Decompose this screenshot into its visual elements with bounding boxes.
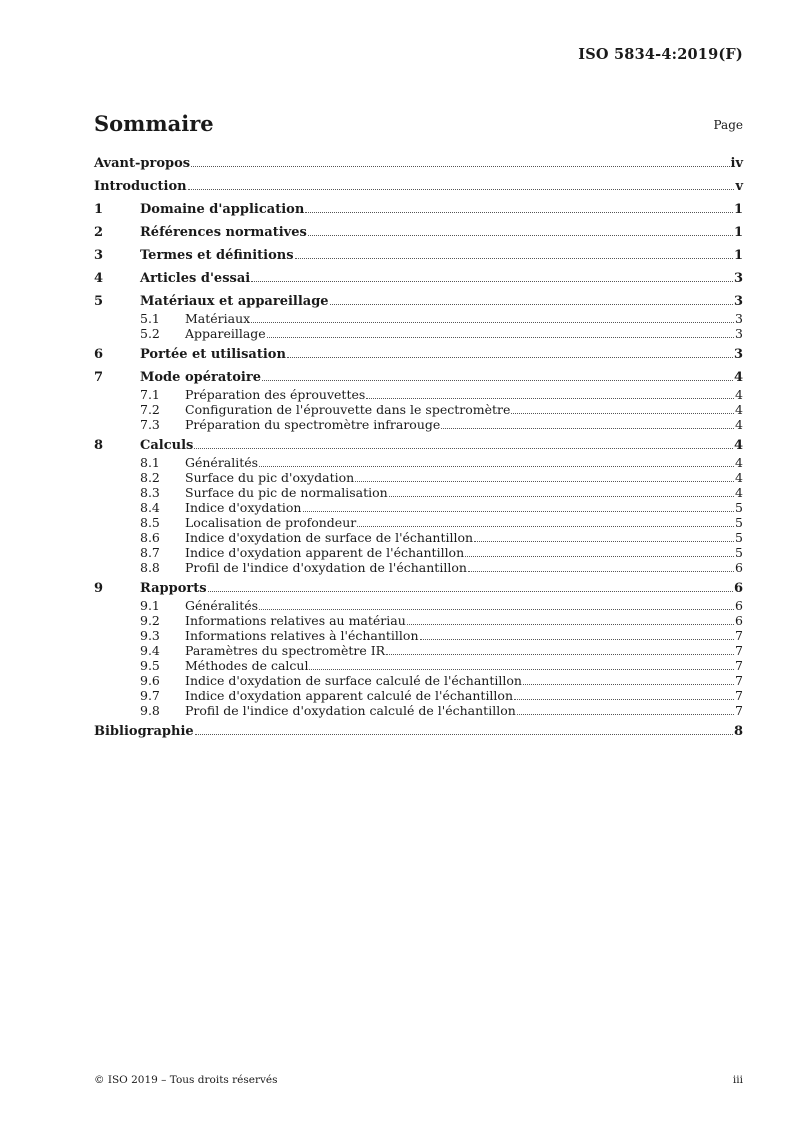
toc-entry-page: 1 <box>733 225 743 240</box>
page-column-label: Page <box>713 118 743 132</box>
toc-entry[interactable] <box>94 201 743 219</box>
toc-entry[interactable] <box>94 155 743 173</box>
dot-leader <box>295 258 733 259</box>
dot-leader <box>386 654 734 655</box>
toc-entry-title: Indice d'oxydation apparent calculé de l'échantillon <box>185 688 514 703</box>
toc-subentry[interactable] <box>94 530 743 545</box>
toc-entry-page: 4 <box>735 417 743 432</box>
toc-entry-title: Localisation de profondeur <box>185 515 357 530</box>
toc-entry-number: 9.2 <box>140 613 160 628</box>
toc-subentry[interactable] <box>94 402 743 417</box>
toc-subentry[interactable] <box>94 515 743 530</box>
toc-entry-page: 8 <box>733 724 743 739</box>
toc-entry-page: 3 <box>735 311 743 326</box>
toc-entry-page: 7 <box>735 643 743 658</box>
toc-entry-page: 3 <box>735 326 743 341</box>
toc-entry-page: 7 <box>735 703 743 718</box>
toc-entry-number: 5.1 <box>140 311 160 326</box>
toc-subentry[interactable] <box>94 545 743 560</box>
toc-entry-title: Paramètres du spectromètre IR <box>185 643 386 658</box>
dot-leader <box>309 669 734 670</box>
dot-leader <box>208 591 733 592</box>
toc-entry-page: 1 <box>733 202 743 217</box>
toc-entry-number: 8.4 <box>140 500 160 515</box>
dot-leader <box>259 466 734 467</box>
toc-entry-title: Surface du pic de normalisation <box>185 485 388 500</box>
toc-entry-title: Mode opératoire <box>140 370 261 385</box>
toc-subentry[interactable] <box>94 673 743 688</box>
dot-leader <box>303 511 735 512</box>
toc-entry-number: 5.2 <box>140 326 160 341</box>
toc-subentry[interactable] <box>94 688 743 703</box>
toc-entry-number: 7.3 <box>140 417 160 432</box>
table-of-contents <box>94 155 743 741</box>
toc-entry-page: 5 <box>735 545 743 560</box>
toc-entry-page: v <box>735 179 743 194</box>
toc-entry-number: 7 <box>94 370 104 385</box>
toc-entry-title: Informations relatives au matériau <box>185 613 406 628</box>
toc-entry[interactable] <box>94 437 743 455</box>
toc-entry-page: iv <box>730 156 743 171</box>
toc-entry-page: 6 <box>735 613 743 628</box>
dot-leader <box>407 624 734 625</box>
dot-leader <box>191 166 729 167</box>
toc-entry[interactable] <box>94 224 743 242</box>
toc-subentry[interactable] <box>94 703 743 718</box>
toc-subentry[interactable] <box>94 470 743 485</box>
toc-entry-page: 3 <box>733 271 743 286</box>
dot-leader <box>465 556 734 557</box>
toc-entry-page: 4 <box>735 470 743 485</box>
toc-entry[interactable] <box>94 369 743 387</box>
toc-entry-number: 9 <box>94 581 104 596</box>
dot-leader <box>251 322 734 323</box>
toc-subentry[interactable] <box>94 643 743 658</box>
footer-copyright: © ISO 2019 – Tous droits réservés <box>94 1074 278 1086</box>
toc-entry-title: Indice d'oxydation <box>185 500 302 515</box>
toc-entry-number: 9.1 <box>140 598 160 613</box>
toc-entry-number: 6 <box>94 347 104 362</box>
dot-leader <box>517 714 734 715</box>
toc-entry-page: 4 <box>733 370 743 385</box>
toc-entry-page: 7 <box>735 673 743 688</box>
toc-entry[interactable] <box>94 580 743 598</box>
toc-entry-title: Rapports <box>140 581 207 596</box>
toc-entry-page: 7 <box>735 628 743 643</box>
toc-entry-number: 8.5 <box>140 515 160 530</box>
dot-leader <box>366 398 734 399</box>
toc-entry-title: Configuration de l'éprouvette dans le spectromètre <box>185 402 511 417</box>
toc-entry[interactable] <box>94 270 743 288</box>
toc-entry-number: 8.6 <box>140 530 160 545</box>
toc-entry-number: 3 <box>94 248 104 263</box>
toc-subentry[interactable] <box>94 500 743 515</box>
toc-entry-title: Portée et utilisation <box>140 347 286 362</box>
toc-entry-title: Avant-propos <box>94 156 191 171</box>
toc-entry-number: 8.1 <box>140 455 160 470</box>
dot-leader <box>305 212 733 213</box>
dot-leader <box>389 496 734 497</box>
toc-entry-page: 3 <box>733 294 743 309</box>
toc-entry-title: Domaine d'application <box>140 202 305 217</box>
dot-leader <box>330 304 733 305</box>
toc-entry-page: 5 <box>735 515 743 530</box>
toc-subentry[interactable] <box>94 417 743 432</box>
dot-leader <box>188 189 735 190</box>
toc-entry-number: 9.7 <box>140 688 160 703</box>
toc-entry-number: 7.2 <box>140 402 160 417</box>
toc-entry-number: 8.7 <box>140 545 160 560</box>
toc-entry-title: Appareillage <box>185 326 266 341</box>
toc-entry[interactable] <box>94 346 743 364</box>
toc-entry-number: 7.1 <box>140 387 160 402</box>
dot-leader <box>523 684 734 685</box>
toc-entry-number: 9.8 <box>140 703 160 718</box>
toc-entry-title: Indice d'oxydation apparent de l'échantillon <box>185 545 465 560</box>
toc-entry-number: 9.6 <box>140 673 160 688</box>
toc-entry-page: 6 <box>735 598 743 613</box>
dot-leader <box>259 609 734 610</box>
toc-entry-title: Surface du pic d'oxydation <box>185 470 355 485</box>
toc-entry-page: 7 <box>735 688 743 703</box>
toc-subentry[interactable] <box>94 560 743 575</box>
dot-leader <box>195 734 733 735</box>
toc-entry-title: Références normatives <box>140 225 307 240</box>
toc-entry[interactable] <box>94 723 743 741</box>
toc-entry-title: Profil de l'indice d'oxydation de l'échantillon <box>185 560 467 575</box>
toc-entry-page: 4 <box>735 455 743 470</box>
toc-entry-number: 8.3 <box>140 485 160 500</box>
toc-entry-number: 9.3 <box>140 628 160 643</box>
toc-entry-page: 5 <box>735 500 743 515</box>
toc-entry-title: Matériaux et appareillage <box>140 294 329 309</box>
toc-entry-page: 4 <box>735 485 743 500</box>
dot-leader <box>267 337 734 338</box>
toc-entry-title: Introduction <box>94 179 187 194</box>
toc-subentry[interactable] <box>94 455 743 470</box>
toc-entry-page: 6 <box>733 581 743 596</box>
dot-leader <box>468 571 734 572</box>
toc-entry-number: 5 <box>94 294 104 309</box>
toc-subentry[interactable] <box>94 658 743 673</box>
toc-entry-title: Généralités <box>185 598 259 613</box>
toc-entry-number: 9.5 <box>140 658 160 673</box>
toc-entry-number: 2 <box>94 225 104 240</box>
toc-subentry[interactable] <box>94 387 743 402</box>
toc-subentry[interactable] <box>94 485 743 500</box>
toc-entry-number: 4 <box>94 271 104 286</box>
toc-entry-page: 6 <box>735 560 743 575</box>
dot-leader <box>514 699 734 700</box>
dot-leader <box>262 380 733 381</box>
toc-entry-number: 8.8 <box>140 560 160 575</box>
toc-entry-title: Préparation des éprouvettes <box>185 387 366 402</box>
footer-page-number: iii <box>732 1074 743 1086</box>
toc-entry[interactable] <box>94 178 743 196</box>
dot-leader <box>474 541 734 542</box>
toc-entry-title: Bibliographie <box>94 724 194 739</box>
toc-subentry[interactable] <box>94 628 743 643</box>
toc-entry-number: 9.4 <box>140 643 160 658</box>
toc-entry[interactable] <box>94 247 743 265</box>
dot-leader <box>194 448 733 449</box>
toc-title: Sommaire <box>94 111 214 136</box>
toc-entry-title: Termes et définitions <box>140 248 294 263</box>
toc-subentry[interactable] <box>94 598 743 613</box>
dot-leader <box>251 281 733 282</box>
dot-leader <box>357 526 734 527</box>
dot-leader <box>355 481 734 482</box>
toc-entry-number: 1 <box>94 202 104 217</box>
toc-entry-title: Indice d'oxydation de surface de l'échantillon <box>185 530 474 545</box>
toc-entry-page: 4 <box>733 438 743 453</box>
toc-entry-number: 8 <box>94 438 104 453</box>
dot-leader <box>287 357 733 358</box>
toc-entry-title: Préparation du spectromètre infrarouge <box>185 417 441 432</box>
toc-entry-title: Généralités <box>185 455 259 470</box>
dot-leader <box>441 428 734 429</box>
toc-entry-number: 8.2 <box>140 470 160 485</box>
toc-entry[interactable] <box>94 293 743 311</box>
toc-entry-page: 5 <box>735 530 743 545</box>
dot-leader <box>308 235 733 236</box>
toc-subentry[interactable] <box>94 326 743 341</box>
toc-entry-title: Profil de l'indice d'oxydation calculé de l'échantillon <box>185 703 516 718</box>
toc-entry-title: Indice d'oxydation de surface calculé de l'échantillon <box>185 673 522 688</box>
dot-leader <box>420 639 735 640</box>
document-id: ISO 5834-4:2019(F) <box>578 46 743 63</box>
toc-subentry[interactable] <box>94 311 743 326</box>
toc-entry-page: 4 <box>735 387 743 402</box>
toc-entry-title: Articles d'essai <box>140 271 251 286</box>
toc-entry-page: 3 <box>733 347 743 362</box>
toc-entry-page: 7 <box>735 658 743 673</box>
toc-entry-page: 1 <box>733 248 743 263</box>
toc-entry-title: Méthodes de calcul <box>185 658 309 673</box>
dot-leader <box>511 413 734 414</box>
toc-subentry[interactable] <box>94 613 743 628</box>
toc-entry-title: Calculs <box>140 438 194 453</box>
toc-entry-title: Informations relatives à l'échantillon <box>185 628 419 643</box>
toc-entry-title: Matériaux <box>185 311 251 326</box>
toc-entry-page: 4 <box>735 402 743 417</box>
